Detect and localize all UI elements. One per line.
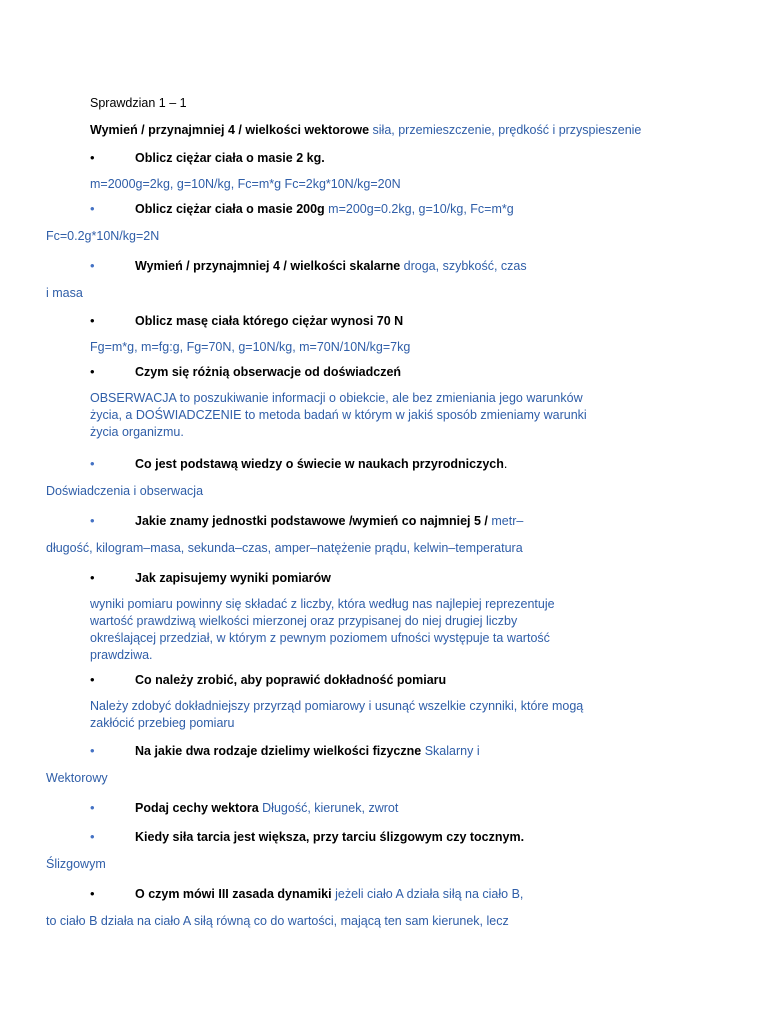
answer-2-continued: Fc=0.2g*10N/kg=2N (46, 229, 160, 243)
question-3 (135, 258, 527, 274)
bullet-icon: • (90, 513, 95, 528)
question-2-text: Oblicz ciężar ciała o masie 200g (135, 202, 325, 216)
question-1-text: Oblicz ciężar ciała o masie 2 kg. (135, 151, 325, 165)
answer-10-continued: Wektorowy (46, 771, 108, 785)
question-13 (135, 886, 523, 902)
bullet-icon: • (90, 313, 95, 328)
answer-line: wartość prawdziwą wielkości mierzonej oraz przypisanej do niej drugiej liczby (90, 614, 518, 628)
question-7-text: Jakie znamy jednostki podstawowe /wymień co najmniej 5 / (135, 514, 488, 528)
answer-8 (90, 596, 555, 664)
bullet-icon: • (90, 743, 95, 758)
bullet-icon: • (90, 672, 95, 687)
answer-1: m=2000g=2kg, g=10N/kg, Fc=m*g Fc=2kg*10N/kg=20N (90, 177, 401, 191)
question-5-text: Czym się różnią obserwacje od doświadczeń (135, 365, 402, 379)
answer-9 (90, 698, 583, 732)
question-6-text: Co jest podstawą wiedzy o świecie w naukach przyrodniczych (135, 457, 504, 471)
question-2 (135, 201, 514, 217)
bullet-icon: • (90, 201, 95, 216)
bullet-icon: • (90, 258, 95, 273)
bullet-icon: • (90, 150, 95, 165)
question-10-text: Na jakie dwa rodzaje dzielimy wielkości fizyczne (135, 744, 422, 758)
bullet-icon: • (90, 364, 95, 379)
answer-13: jeżeli ciało A działa siłą na ciało B, (335, 887, 524, 901)
answer-12: Ślizgowym (46, 857, 106, 871)
question-0-text: Wymień / przynajmniej 4 / wielkości wektorowe (90, 123, 370, 137)
question-11-text: Podaj cechy wektora (135, 801, 259, 815)
question-7 (135, 513, 523, 529)
answer-7-continued: długość, kilogram–masa, sekunda–czas, amper–natężenie prądu, kelwin–temperatura (46, 541, 523, 555)
answer-2: m=200g=0.2kg, g=10/kg, Fc=m*g (328, 202, 514, 216)
answer-6: Doświadczenia i obserwacja (46, 484, 204, 498)
bullet-icon: • (90, 829, 95, 844)
question-3-text: Wymień / przynajmniej 4 / wielkości skalarne (135, 259, 401, 273)
bullet-icon: • (90, 456, 95, 471)
question-12-text: Kiedy siła tarcia jest większa, przy tarciu ślizgowym czy tocznym. (135, 830, 525, 844)
bullet-icon: • (90, 800, 95, 815)
answer-line: życia, a DOŚWIADCZENIE to metoda badań w którym w jakiś sposób zmieniamy warunki (90, 408, 587, 422)
answer-5 (90, 390, 587, 441)
question-4-text: Oblicz masę ciała którego ciężar wynosi 70 N (135, 314, 404, 328)
answer-line: OBSERWACJA to poszukiwanie informacji o obiekcie, ale bez zmieniania jego warunków (90, 391, 583, 405)
question-10 (135, 743, 480, 759)
answer-13-continued: to ciało B działa na ciało A siłą równą co do wartości, mającą ten sam kierunek, lecz (46, 914, 509, 928)
question-11 (135, 800, 398, 816)
question-13-text: O czym mówi III zasada dynamiki (135, 887, 332, 901)
answer-3-continued: i masa (46, 286, 83, 300)
answer-11: Długość, kierunek, zwrot (262, 801, 399, 815)
answer-line: wyniki pomiaru powinny się składać z liczby, która według nas najlepiej reprezentuje (90, 597, 555, 611)
question-6-dot: . (503, 457, 508, 471)
question-6 (135, 456, 507, 472)
answer-line: zakłócić przebieg pomiaru (90, 716, 235, 730)
answer-7: metr– (491, 514, 524, 528)
question-12 (135, 829, 524, 845)
answer-line: określającej przedział, w którym z pewnym poziomem ufności występuje ta wartość (90, 631, 550, 645)
answer-line: życia organizmu. (90, 425, 184, 439)
question-9-text: Co należy zrobić, aby poprawić dokładność pomiaru (135, 673, 447, 687)
page-header: Sprawdzian 1 – 1 (90, 96, 187, 110)
question-8-text: Jak zapisujemy wyniki pomiarów (135, 571, 331, 585)
answer-line: Należy zdobyć dokładniejszy przyrząd pomiarowy i usunąć wszelkie czynniki, które mogą (90, 699, 584, 713)
answer-10: Skalarny i (424, 744, 480, 758)
bullet-icon: • (90, 886, 95, 901)
bullet-icon: • (90, 570, 95, 585)
answer-0: siła, przemieszczenie, prędkość i przyspieszenie (372, 123, 642, 137)
question-0 (90, 122, 641, 138)
answer-line: prawdziwa. (90, 648, 153, 662)
answer-3: droga, szybkość, czas (403, 259, 527, 273)
answer-4: Fg=m*g, m=fg:g, Fg=70N, g=10N/kg, m=70N/10N/kg=7kg (90, 340, 411, 354)
